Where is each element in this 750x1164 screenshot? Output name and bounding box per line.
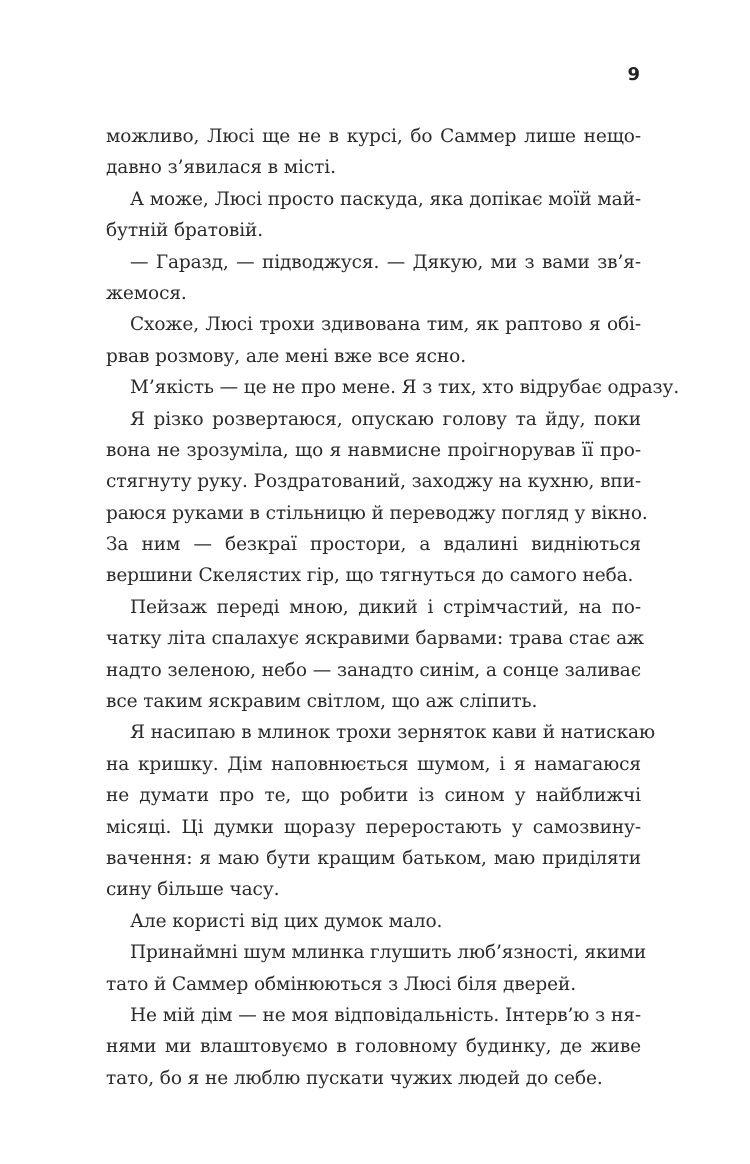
paragraph [106, 184, 641, 247]
text-line: Не мій дім — не моя відповідальність. Інтерв’ю з ня- [130, 1004, 641, 1026]
paragraph [106, 121, 641, 184]
text-line: все таким яскравим світлом, що аж сліпить. [106, 691, 538, 713]
text-line: А може, Люсі просто паскуда, яка допікає моїй май- [130, 188, 641, 210]
text-line: Схоже, Люсі трохи здивована тим, як раптово я обі- [130, 314, 641, 336]
text-line: Я різко розвертаюся, опускаю голову та йду, поки [130, 408, 641, 430]
paragraph [106, 309, 641, 372]
text-line: За ним — безкраї простори, а вдалині видніються [106, 534, 641, 556]
text-line: — Гаразд, — підводжуся. — Дякую, ми з вами зв’я- [130, 251, 641, 273]
text-line: тато, бо я не люблю пускати чужих людей до себе. [106, 1067, 603, 1089]
paragraph [106, 592, 644, 718]
text-line: чатку літа спалахує яскравими барвами: трава стає аж [106, 628, 644, 650]
paragraph [106, 1000, 641, 1094]
paragraph [106, 372, 680, 403]
text-line: на кришку. Дім наповнюється шумом, і я намагаюся [106, 753, 641, 775]
text-line: сину більше часу. [106, 879, 280, 901]
text-line: не думати про те, що робити із сином у найближчі [106, 785, 641, 807]
text-line: надто зеленою, небо — занадто синім, а сонце заливає [106, 659, 641, 681]
paragraph [106, 717, 655, 905]
text-line: вершини Скелястих гір, що тягнуться до самого неба. [106, 565, 634, 587]
text-line: можливо, Люсі ще не в курсі, бо Саммер лише нещо- [106, 126, 641, 147]
paragraph [106, 404, 648, 592]
page-number: 9 [627, 64, 640, 85]
text-line: раюся руками в стільницю й переводжу погляд у вікно. [106, 502, 648, 524]
text-line: Я насипаю в млинок трохи зерняток кави й натискаю [130, 722, 655, 744]
text-line: Але користі від цих думок мало. [130, 910, 443, 932]
paragraph [106, 247, 641, 310]
text-line: стягнуту руку. Роздратований, заходжу на кухню, впи- [106, 471, 641, 493]
paragraph [106, 906, 641, 937]
text-line: місяці. Ці думки щоразу переростають у самозвину- [106, 816, 641, 838]
paragraph [106, 937, 647, 1000]
text-line: рвав розмову, але мені вже все ясно. [106, 345, 466, 367]
text-line: давно з’явилася в місті. [106, 157, 336, 179]
text-line: тато й Саммер обмінюються з Люсі біля дверей. [106, 973, 576, 995]
text-line: бутній братовій. [106, 220, 264, 242]
text-line: Пейзаж переді мною, дикий і стрімчастий, на по- [130, 596, 641, 618]
text-line: вачення: я маю бути кращим батьком, маю приділяти [106, 847, 641, 869]
text-line: Принаймні шум млинка глушить люб’язності, якими [130, 942, 647, 964]
text-line: жемося. [106, 282, 187, 304]
text-line: вона не зрозуміла, що я навмисне проігнорував її про- [106, 439, 641, 461]
text-line: нями ми влаштовуємо в головному будинку, де живе [106, 1036, 641, 1058]
text-line: М’якість — це не про мене. Я з тих, хто відрубає одразу. [130, 377, 680, 399]
body-text [106, 121, 680, 1094]
